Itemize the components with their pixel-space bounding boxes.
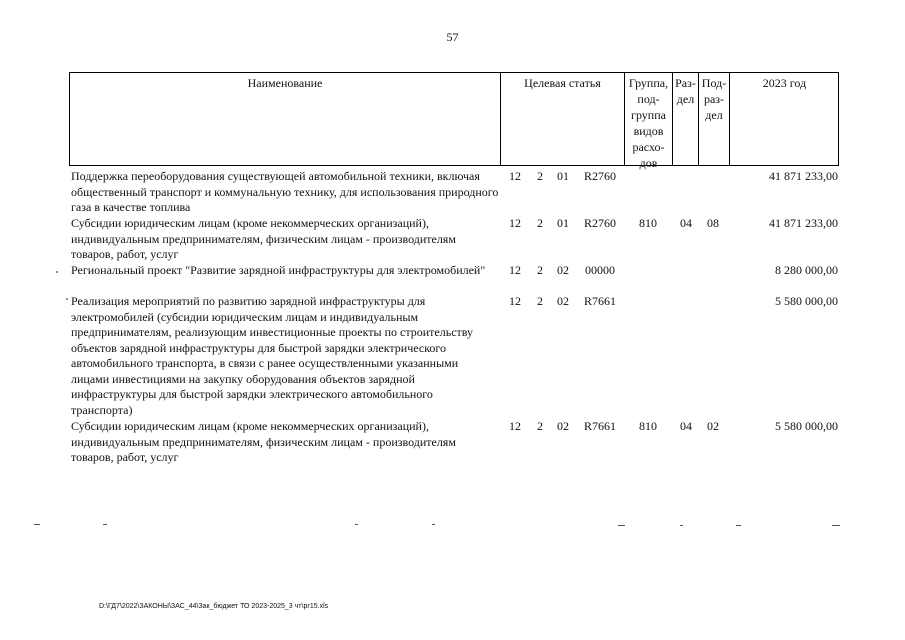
scan-speck [103,524,107,525]
header-subsection [699,75,729,123]
row-name: Региональный проект "Развитие зарядной инфраструктуры для электромобилей" [71,263,486,277]
row-subsection: 08 [707,216,719,230]
row-amount: 41 871 233,00 [769,216,838,230]
row-code-1: 12 [509,216,521,230]
header-group-line: группа [631,108,666,122]
file-path-footer: D:\ГД7\2022\ЗАКОНЫ\ЗАС_44\Зак_бюджет ТО 2023-2025_3 чт\рг15.xls [99,603,329,610]
row-code-2: 2 [537,169,543,183]
row-code-2: 2 [537,294,543,308]
row-group: 810 [639,216,657,230]
header-subsection-line: Под- [701,76,727,90]
header-group [625,75,672,171]
row-amount: 5 580 000,00 [775,419,838,433]
header-section-line: Раз- [675,76,696,90]
row-code-2: 2 [537,216,543,230]
row-code-1: 12 [509,169,521,183]
scan-speck [34,524,40,525]
row-amount: 8 280 000,00 [775,263,838,277]
header-subsection-line: дел [705,108,723,122]
row-name: Субсидии юридическим лицам (кроме некоммерческих организаций), индивидуальным предпринимателям, физическим лицам - производителям товаров, работ, услуг [71,216,456,261]
row-code-3: 01 [557,169,569,183]
row-code-1: 12 [509,419,521,433]
row-subsection: 02 [707,419,719,433]
header-group-line: под- [637,92,660,106]
scan-speck [680,525,683,526]
scan-speck [66,298,68,300]
row-code-2: 2 [537,419,543,433]
row-name: Реализация мероприятий по развитию зарядной инфраструктуры для электромобилей (субсидии юридическим лицам и индивидуальным предпринимателям, реализующим инвестиционные проекты по строительству объектов зарядной инфраструктуры для быстрой зарядки электрического автомобильного транспорта, в связи с ранее осуществленными указанными лицами инвестициями на закупку оборудования объектов зарядной инфраструктуры для быстрой зарядки электрического автомобильного транспорта) [71,294,474,417]
row-group: 810 [639,419,657,433]
header-target: Целевая статья [524,76,601,90]
scan-speck [832,525,840,526]
row-section: 04 [680,419,692,433]
header-section-line: дел [676,92,695,106]
header-year: 2023 год [762,76,807,90]
row-code-1: 12 [509,263,521,277]
header-section [673,75,698,107]
table-header [69,72,839,170]
row-code-3: 01 [557,216,569,230]
row-code-1: 12 [509,294,521,308]
row-name: Поддержка переоборудования существующей автомобильной техники, включая общественный транспорт и коммунальную технику, для использования природного газа в качестве топлива [71,169,499,214]
scan-speck [355,524,358,525]
header-subsection-line: раз- [703,92,725,106]
scan-speck [432,524,435,525]
row-code-4: 00000 [585,263,615,277]
row-code-3: 02 [557,263,569,277]
row-code-2: 2 [537,263,543,277]
header-group-line: дов [639,156,658,170]
row-section: 04 [680,216,692,230]
row-name: Субсидии юридическим лицам (кроме некоммерческих организаций), индивидуальным предпринимателям, физическим лицам - производителям товаров, работ, услуг [71,419,456,464]
header-group-line: Группа, [628,76,669,90]
row-code-3: 02 [557,419,569,433]
row-code-4: R2760 [583,216,616,230]
row-code-4: R7661 [583,294,616,308]
row-code-4: R2760 [583,169,616,183]
scan-speck [618,525,625,526]
row-amount: 5 580 000,00 [775,294,838,308]
row-amount: 41 871 233,00 [769,169,838,183]
scan-speck [56,271,58,273]
header-group-line: расхо- [632,140,665,154]
header-name: Наименование [247,76,323,90]
row-code-4: R7661 [583,419,616,433]
row-code-3: 02 [557,294,569,308]
page-number: 57 [446,30,459,44]
scan-speck [736,525,741,526]
header-group-line: видов [633,124,664,138]
